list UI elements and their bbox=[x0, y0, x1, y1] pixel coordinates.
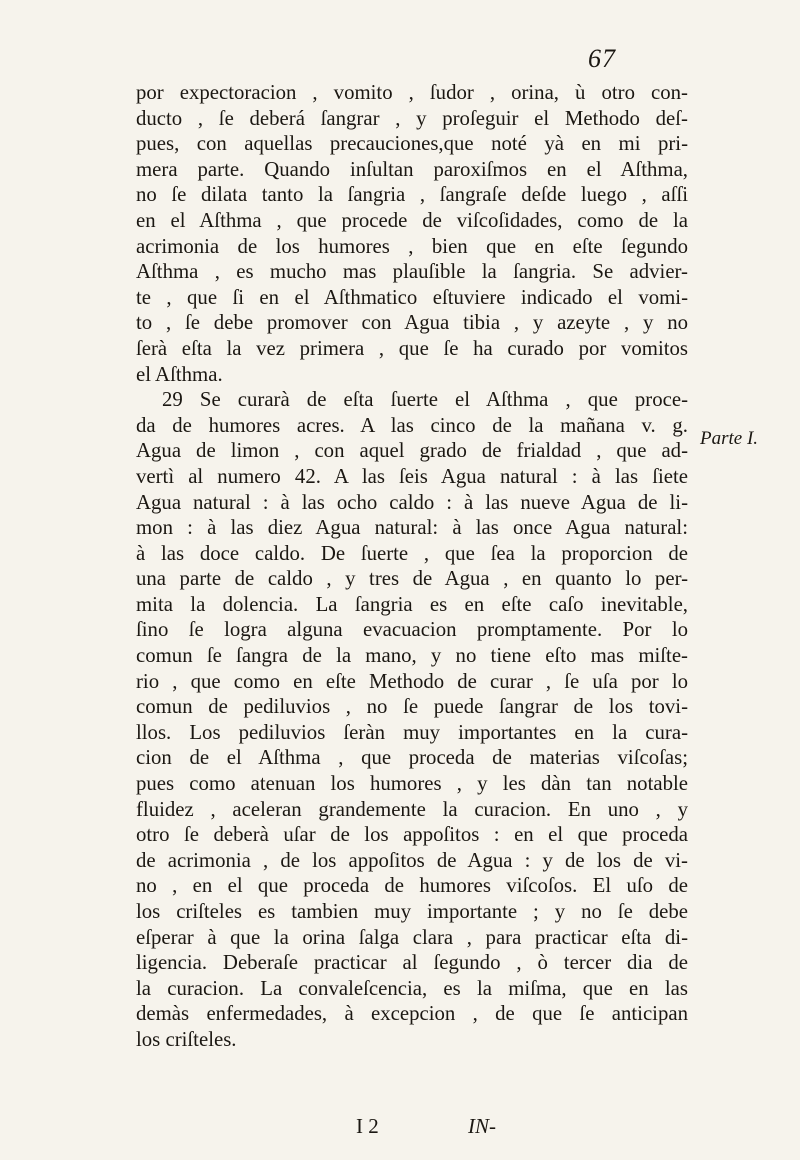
text-line: los criſteles es tambien muy importante ; y no ſe debe bbox=[136, 900, 688, 923]
body-text bbox=[136, 80, 688, 1053]
text-line: los criſteles. bbox=[136, 1027, 237, 1051]
text-line: en el Aſthma , que procede de viſcoſidades, como de la bbox=[136, 208, 688, 232]
text-line: à las doce caldo. De ſuerte , que ſea la proporcion de bbox=[136, 541, 688, 565]
signature-mark: I 2 bbox=[356, 1114, 379, 1138]
text-line: da de humores acres. A las cinco de la mañana v. g. bbox=[136, 413, 688, 437]
text-line: una parte de caldo , y tres de Agua , en quanto lo per- bbox=[136, 567, 688, 591]
text-line: ducto , ſe deberá ſangrar , y proſeguir el Methodo deſ- bbox=[136, 106, 688, 130]
text-line: ſerà eſta la vez primera , que ſe ha curado por vomitos bbox=[136, 336, 688, 360]
text-line: cion de el Aſthma , que proceda de materias viſcoſas; bbox=[136, 746, 688, 770]
text-line: pues como atenuan los humores , y les dàn tan notable bbox=[136, 772, 688, 796]
text-line: comun de pediluvios , no ſe puede ſangrar de los tovi- bbox=[136, 695, 688, 719]
text-line: ligencia. Deberaſe practicar al ſegundo , ò tercer dia de bbox=[136, 951, 688, 975]
text-line: Agua natural : à las ocho caldo : à las nueve Agua de li- bbox=[136, 490, 688, 514]
text-line: acrimonia de los humores , bien que en eſte ſegundo bbox=[136, 234, 688, 258]
text-line: fluidez , aceleran grandemente la curacion. En uno , y bbox=[136, 797, 688, 821]
text-line: to , ſe debe promover con Agua tibia , y azeyte , y no bbox=[136, 311, 688, 335]
text-line: vertì al numero 42. A las ſeis Agua natural : à las ſiete bbox=[136, 464, 688, 488]
text-line: te , que ſi en el Aſthmatico eſtuviere indicado el vomi- bbox=[136, 285, 688, 309]
text-line: mon : à las diez Agua natural: à las once Agua natural: bbox=[136, 516, 688, 540]
text-line: comun ſe ſangra de la mano, y no tiene eſto mas miſte- bbox=[136, 644, 688, 668]
text-line: el Aſthma. bbox=[136, 362, 223, 386]
text-line: por expectoracion , vomito , ſudor , orina, ù otro con- bbox=[136, 81, 688, 104]
text-line: no , en el que proceda de humores viſcoſos. El uſo de bbox=[136, 874, 688, 898]
text-line: de acrimonia , de los appoſitos de Agua : y de los de vi- bbox=[136, 848, 688, 872]
text-line: rio , que como en eſte Methodo de curar , ſe uſa por lo bbox=[136, 669, 688, 693]
text-line: mita la dolencia. La ſangria es en eſte caſo inevitable, bbox=[136, 592, 688, 616]
text-line: mera parte. Quando inſultan paroxiſmos en el Aſthma, bbox=[136, 157, 688, 181]
text-line: Agua de limon , con aquel grado de frialdad , que ad- bbox=[136, 439, 688, 463]
text-line: pues, con aquellas precauciones,que noté yà en mi pri- bbox=[136, 132, 688, 156]
text-line: Aſthma , es mucho mas plauſible la ſangria. Se advier- bbox=[136, 260, 688, 284]
text-line: no ſe dilata tanto la ſangria , ſangraſe deſde luego , aſſi bbox=[136, 183, 688, 207]
catchline bbox=[0, 1114, 800, 1144]
page-number: 67 bbox=[588, 44, 616, 73]
catchword: IN- bbox=[468, 1114, 496, 1138]
text-line: la curacion. La convaleſcencia, es la miſma, que en las bbox=[136, 976, 688, 1000]
text-line: eſperar à que la orina ſalga clara , para practicar eſta di- bbox=[136, 925, 688, 949]
text-line: ſino ſe logra alguna evacuacion promptamente. Por lo bbox=[136, 618, 688, 642]
text-line: llos. Los pediluvios ſeràn muy importantes en la cura- bbox=[136, 720, 688, 744]
text-line: otro ſe deberà uſar de los appoſitos : en el que proceda bbox=[136, 823, 688, 847]
text-line: demàs enfermedades, à excepcion , de que ſe anticipan bbox=[136, 1002, 688, 1026]
paragraph-start-line: 29 Se curarà de eſta ſuerte el Aſthma , que proce- bbox=[162, 388, 688, 412]
margin-note: Parte I. bbox=[700, 428, 759, 449]
